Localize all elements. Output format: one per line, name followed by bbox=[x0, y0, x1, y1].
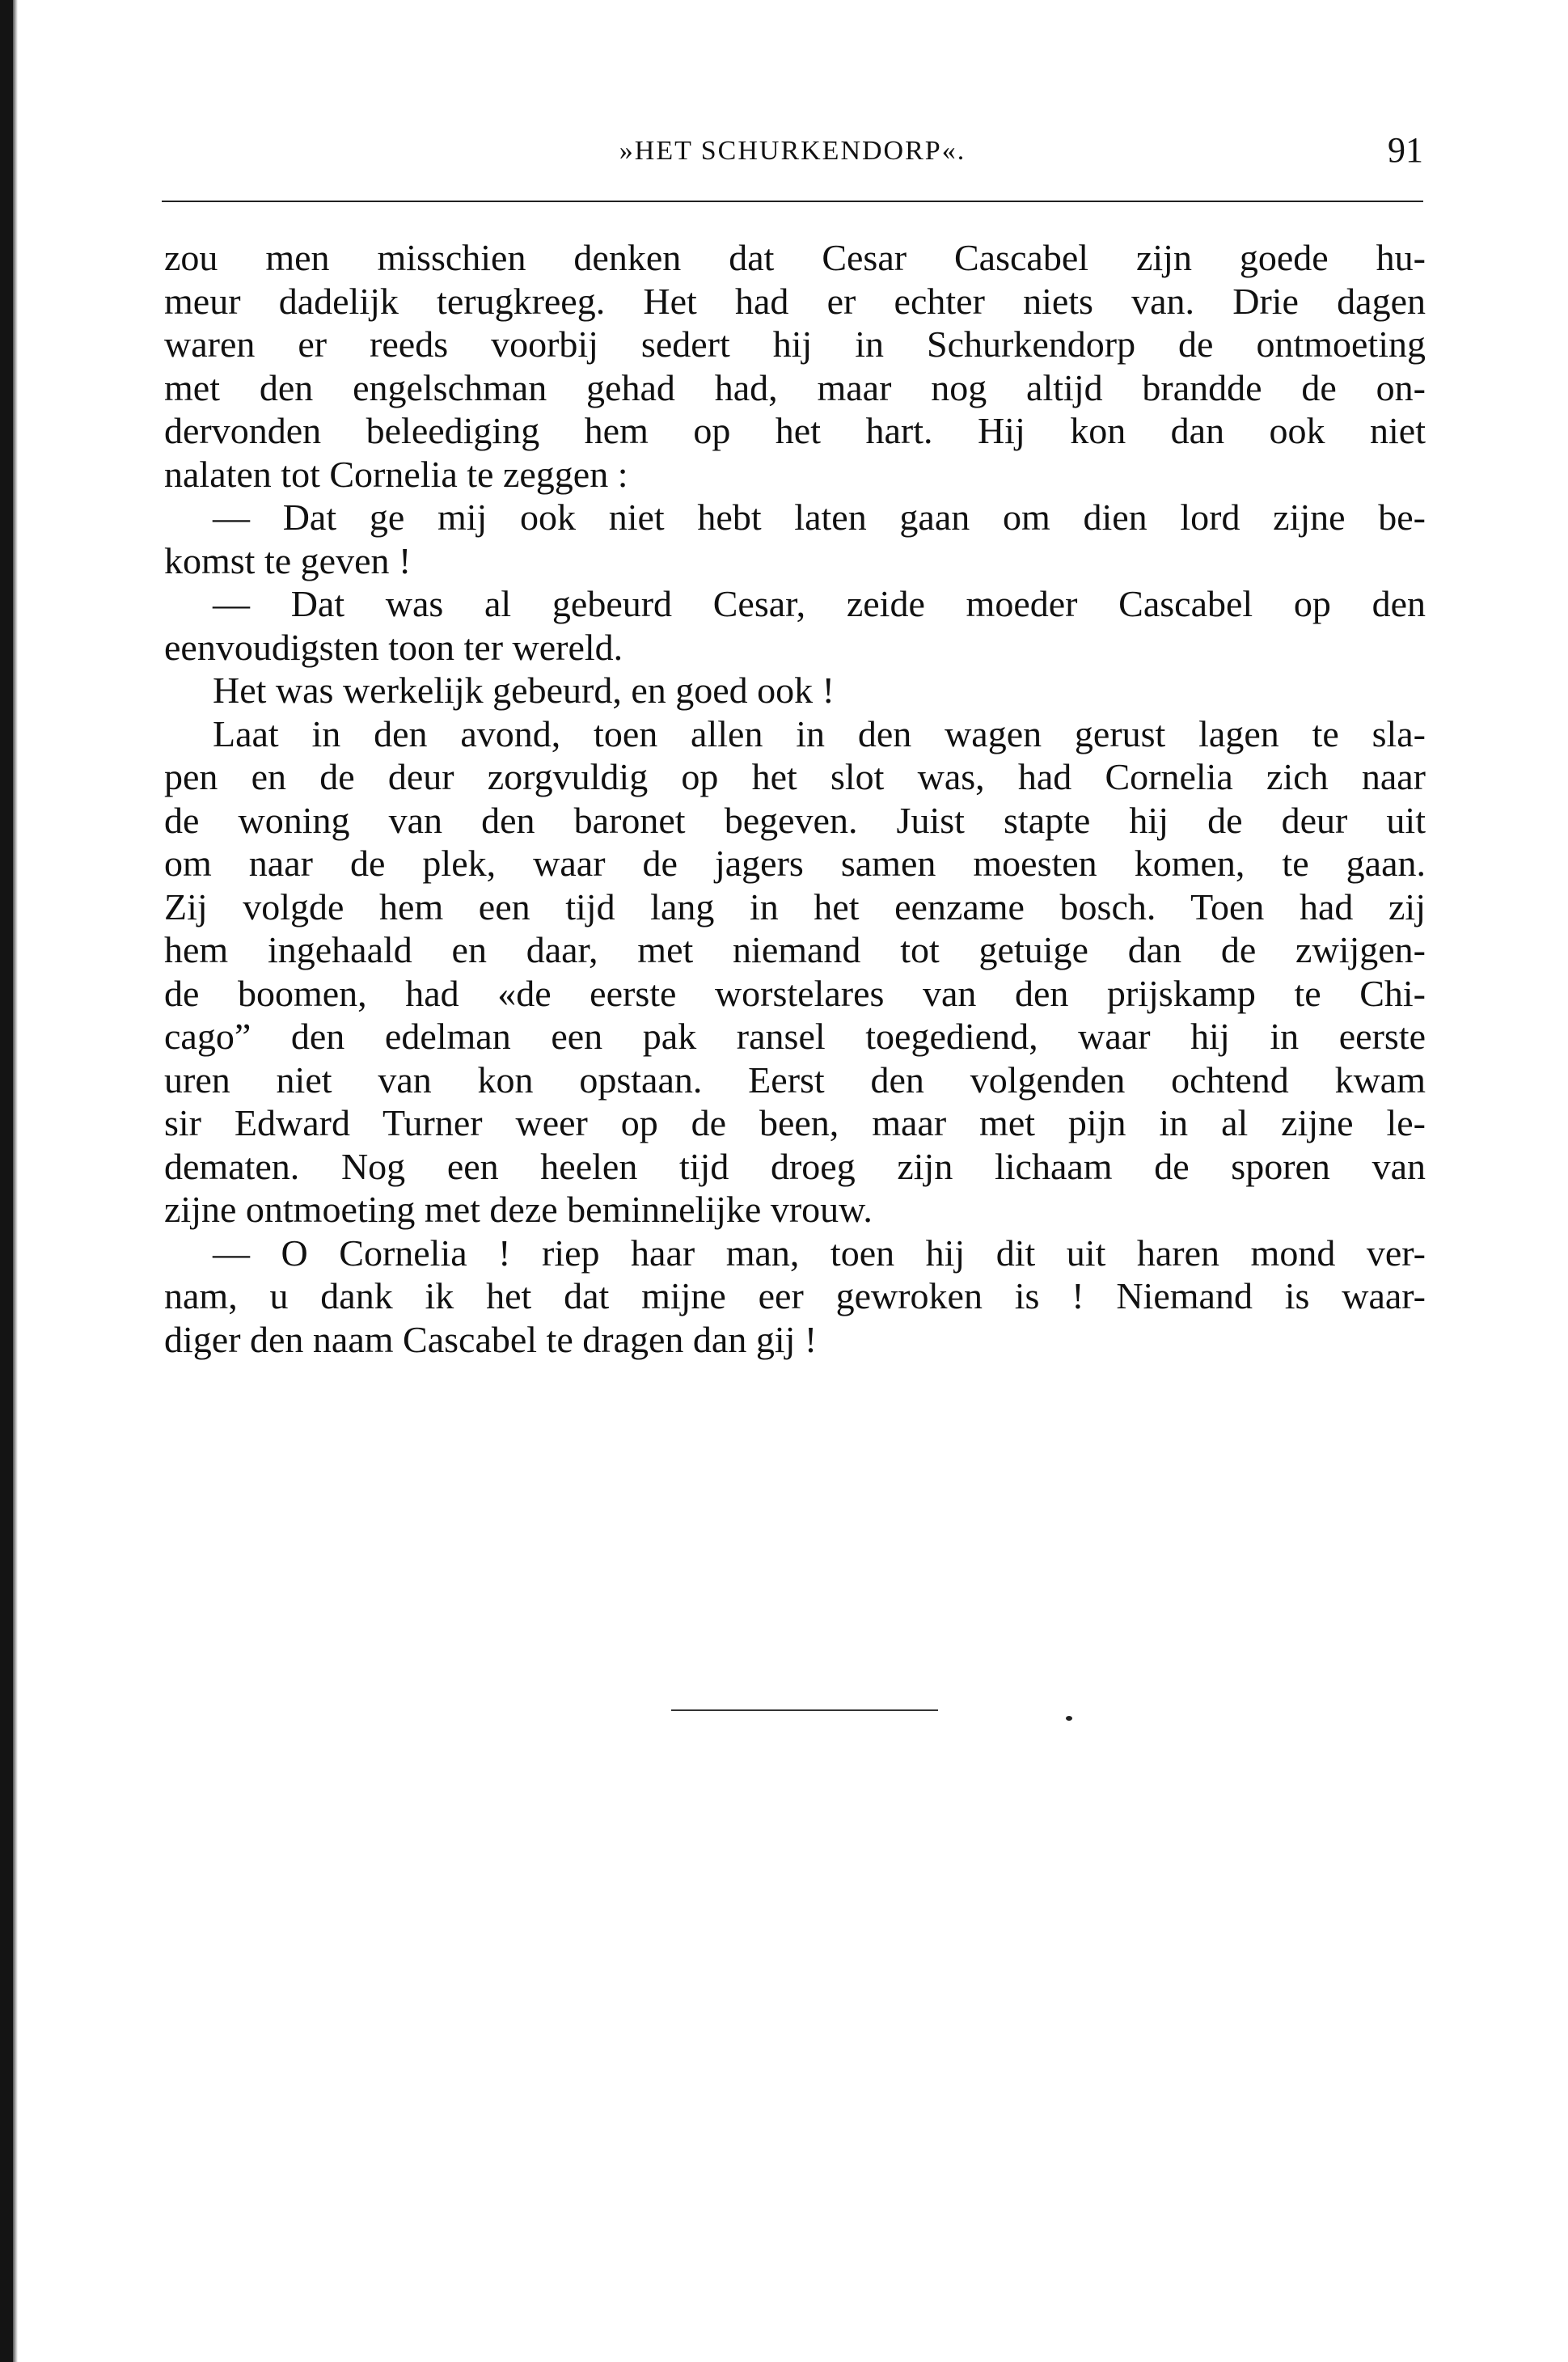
body-text bbox=[164, 236, 1426, 1361]
text-line: pen en de deur zorgvuldig op het slot was, had Cornelia zich naar bbox=[164, 756, 1426, 797]
text-line: zou men misschien denken dat Cesar Cascabel zijn goede hu- bbox=[164, 237, 1426, 278]
text-line: cago” den edelman een pak ransel toegediend, waar hij in eerste bbox=[164, 1016, 1426, 1057]
text-line: om naar de plek, waar de jagers samen moesten komen, te gaan. bbox=[164, 843, 1426, 884]
text-line: sir Edward Turner weer op de been, maar met pijn in al zijne le- bbox=[164, 1102, 1426, 1143]
header-rule bbox=[162, 201, 1423, 202]
text-line: — O Cornelia ! riep haar man, toen hij dit uit haren mond ver- bbox=[213, 1232, 1426, 1274]
text-line: dematen. Nog een heelen tijd droeg zijn lichaam de sporen van bbox=[164, 1145, 1426, 1187]
text-line: nalaten tot Cornelia te zeggen : bbox=[164, 453, 628, 495]
running-head bbox=[162, 129, 1423, 194]
text-line: eenvoudigsten toon ter wereld. bbox=[164, 626, 623, 668]
print-speck bbox=[1066, 1716, 1072, 1721]
text-line: — Dat was al gebeurd Cesar, zeide moeder Cascabel op den bbox=[213, 583, 1426, 624]
text-line: dervonden beleediging hem op het hart. Hij kon dan ook niet bbox=[164, 410, 1426, 451]
text-line: meur dadelijk terugkreeg. Het had er echter niets van. Drie dagen bbox=[164, 280, 1426, 322]
binding-gutter-shadow bbox=[13, 0, 18, 2362]
chapter-end-rule bbox=[671, 1709, 938, 1711]
text-line: Het was werkelijk gebeurd, en goed ook ! bbox=[213, 670, 835, 711]
text-line: uren niet van kon opstaan. Eerst den volgenden ochtend kwam bbox=[164, 1058, 1426, 1101]
text-line: Zij volgde hem een tijd lang in het eenzame bosch. Toen had zij bbox=[164, 885, 1426, 927]
text-line: diger den naam Cascabel te dragen dan gij ! bbox=[164, 1318, 818, 1360]
text-line: hem ingehaald en daar, met niemand tot getuige dan de zwijgen- bbox=[164, 929, 1426, 970]
binding-gutter-edge bbox=[0, 0, 13, 2362]
running-title: »HET SCHURKENDORP«. bbox=[619, 136, 966, 166]
text-line: nam, u dank ik het dat mijne eer gewroken is ! Niemand is waar- bbox=[164, 1275, 1426, 1316]
page-number: 91 bbox=[1388, 130, 1423, 170]
text-line: zijne ontmoeting met deze beminnelijke vrouw. bbox=[164, 1189, 873, 1230]
text-line: — Dat ge mij ook niet hebt laten gaan om dien lord zijne be- bbox=[213, 496, 1426, 538]
text-line: Laat in den avond, toen allen in den wagen gerust lagen te sla- bbox=[213, 712, 1426, 754]
text-line: komst te geven ! bbox=[164, 539, 412, 581]
text-line: waren er reeds voorbij sedert hij in Schurkendorp de ontmoeting bbox=[164, 323, 1426, 365]
text-line: de boomen, had «de eerste worstelares van den prijskamp te Chi- bbox=[164, 972, 1426, 1014]
text-line: de woning van den baronet begeven. Juist stapte hij de deur uit bbox=[164, 799, 1426, 841]
text-line: met den engelschman gehad had, maar nog altijd brandde de on- bbox=[164, 366, 1426, 408]
